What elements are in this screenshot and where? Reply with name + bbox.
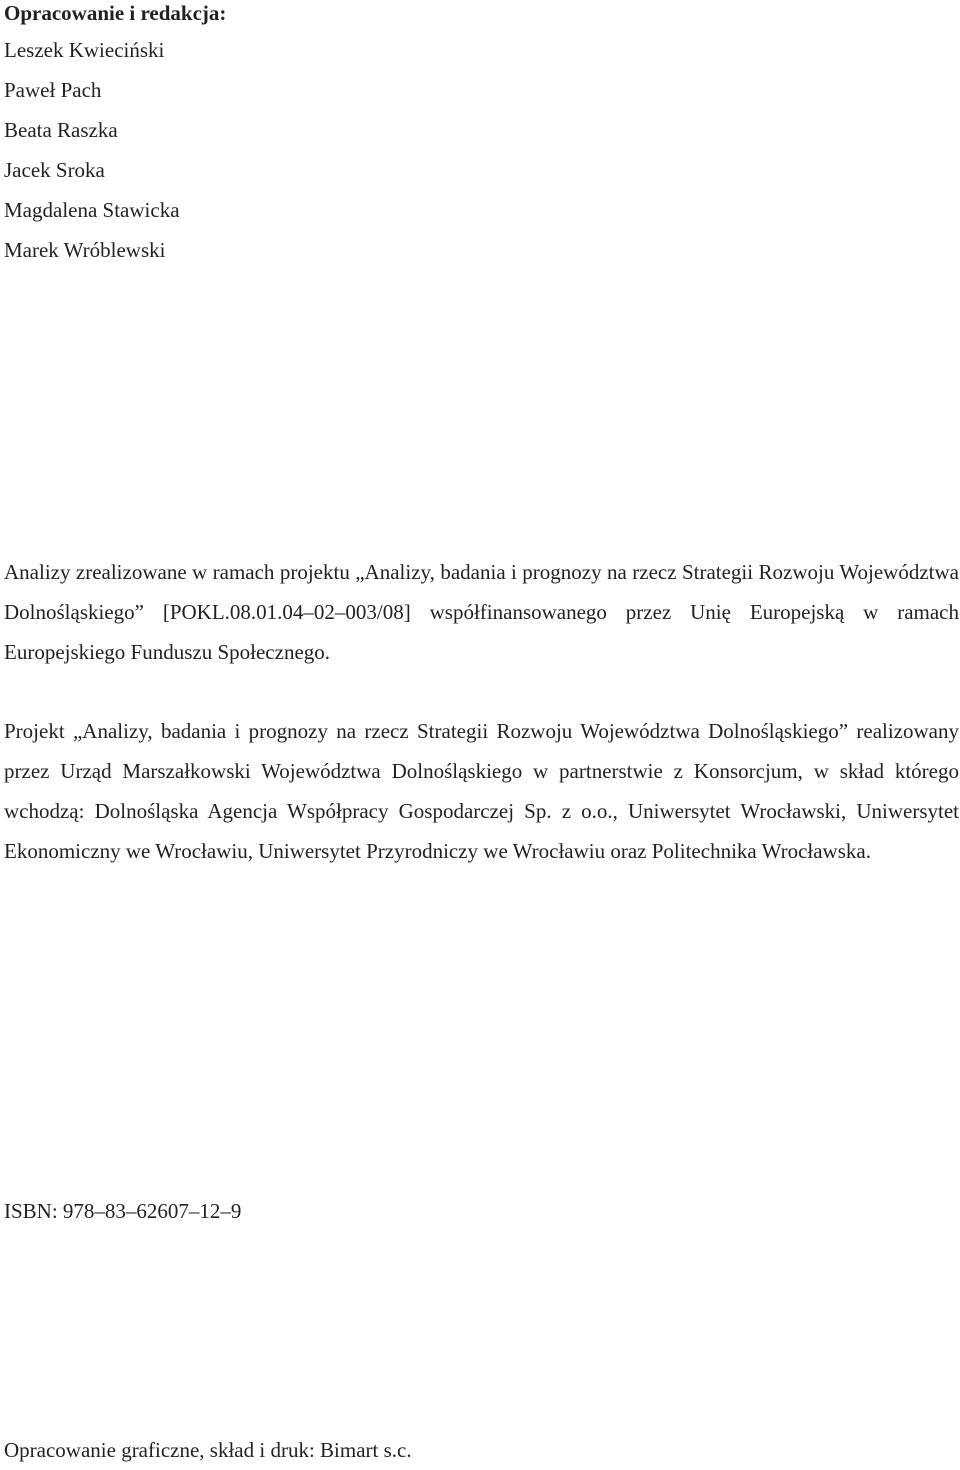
isbn-number: ISBN: 978–83–62607–12–9 — [4, 1199, 242, 1223]
editor-name: Magdalena Stawicka — [4, 198, 180, 222]
project-funding-note: Analizy zrealizowane w ramach projektu „Analizy, badania i prognozy na rzecz Strategii Rozwoju Województwa Dolnośląskiego” [POKL.08.01.04–02–003/08] współfinansowanego przez Unię Europejską w ramach Europejskiego Funduszu Społecznego. — [4, 560, 959, 664]
editor-name: Leszek Kwieciński — [4, 38, 165, 62]
editors-list — [4, 30, 959, 270]
editor-name: Marek Wróblewski — [4, 238, 166, 262]
editor-name: Paweł Pach — [4, 78, 102, 102]
editor-name: Beata Raszka — [4, 118, 118, 142]
print-credits: Opracowanie graficzne, skład i druk: Bimart s.c. — [4, 1438, 412, 1462]
editor-name: Jacek Sroka — [4, 158, 105, 182]
editors-heading: Opracowanie i redakcja: — [4, 1, 227, 25]
project-description: Projekt „Analizy, badania i prognozy na rzecz Strategii Rozwoju Województwa Dolnośląskiego” realizowany przez Urząd Marszałkowski Województwa Dolnośląskiego w partnerstwie z Konsorcjum, w skład którego wchodzą: Dolnośląska Agencja Współpracy Gospodarczej Sp. z o.o., Uniwersytet Wrocławski, Uniwersytet Ekonomiczny we Wrocławiu, Uniwersytet Przyrodniczy we Wrocławiu oraz Politechnika Wrocławska. — [4, 719, 959, 863]
